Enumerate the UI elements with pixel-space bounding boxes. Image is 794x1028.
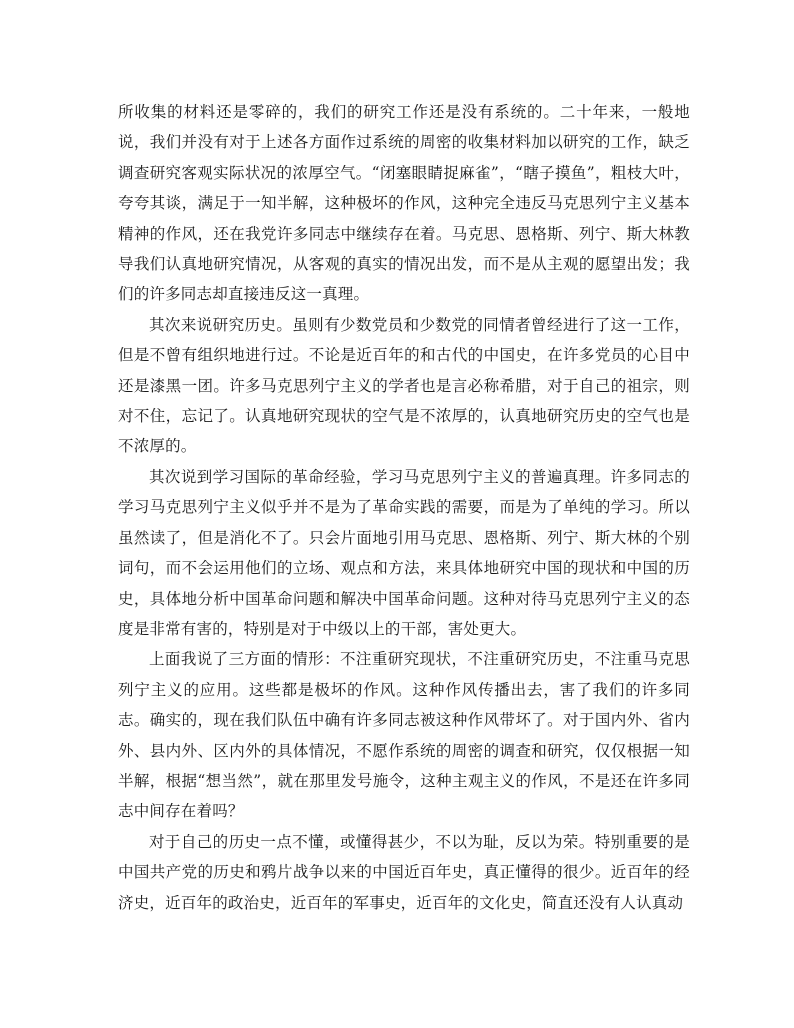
paragraph-continuation: 所收集的材料还是零碎的，我们的研究工作还是没有系统的。二十年来，一般地说，我们并没有对于上述各方面作过系统的周密的收集材料加以研究的工作，缺乏调查研究客观实际状况的浓厚空气。“闭塞眼睛捉麻雀”，“瞎子摸鱼”，粗枝大叶，夸夸其谈，满足于一知半解，这种极坏的作风，这种完全违反马克思列宁主义基本精神的作风，还在我党许多同志中继续存在着。马克思、恩格斯、列宁、斯大林教导我们认真地研究情况，从客观的真实的情况出发，而不是从主观的愿望出发；我们的许多同志却直接违反这一真理。: [118, 103, 690, 304]
body-text: [118, 97, 690, 918]
paragraph-international-experience: 其次说到学习国际的革命经验，学习马克思列宁主义的普遍真理。许多同志的学习马克思列宁主义似乎并不是为了革命实践的需要，而是为了单纯的学习。所以虽然读了，但是消化不了。只会片面地引用马克思、恩格斯、列宁、斯大林的个别词句，而不会运用他们的立场、观点和方法，来具体地研究中国的现状和中国的历史，具体地分析中国革命问题和解决中国革命问题。这种对待马克思列宁主义的态度是非常有害的，特别是对于中级以上的干部，害处更大。: [118, 467, 690, 638]
paragraph-own-history: 对于自己的历史一点不懂，或懂得甚少，不以为耻，反以为荣。特别重要的是中国共产党的历史和鸦片战争以来的中国近百年史，真正懂得的很少。近百年的经济史，近百年的政治史，近百年的军事史，近百年的文化史，简直还没有人认真动: [118, 832, 690, 912]
paragraph-study-history: 其次来说研究历史。虽则有少数党员和少数党的同情者曾经进行了这一工作，但是不曾有组织地进行过。不论是近百年的和古代的中国史，在许多党员的心目中还是漆黑一团。许多马克思列宁主义的学者也是言必称希腊，对于自己的祖宗，则对不住，忘记了。认真地研究现状的空气是不浓厚的，认真地研究历史的空气也是不浓厚的。: [118, 315, 690, 456]
paragraph-three-aspects: 上面我说了三方面的情形：不注重研究现状，不注重研究历史，不注重马克思列宁主义的应用。这些都是极坏的作风。这种作风传播出去，害了我们的许多同志。确实的，现在我们队伍中确有许多同志被这种作风带坏了。对于国内外、省内外、县内外、区内外的具体情况，不愿作系统的周密的调查和研究，仅仅根据一知半解，根据“想当然”，就在那里发号施令，这种主观主义的作风，不是还在许多同志中间存在着吗？: [118, 650, 690, 821]
